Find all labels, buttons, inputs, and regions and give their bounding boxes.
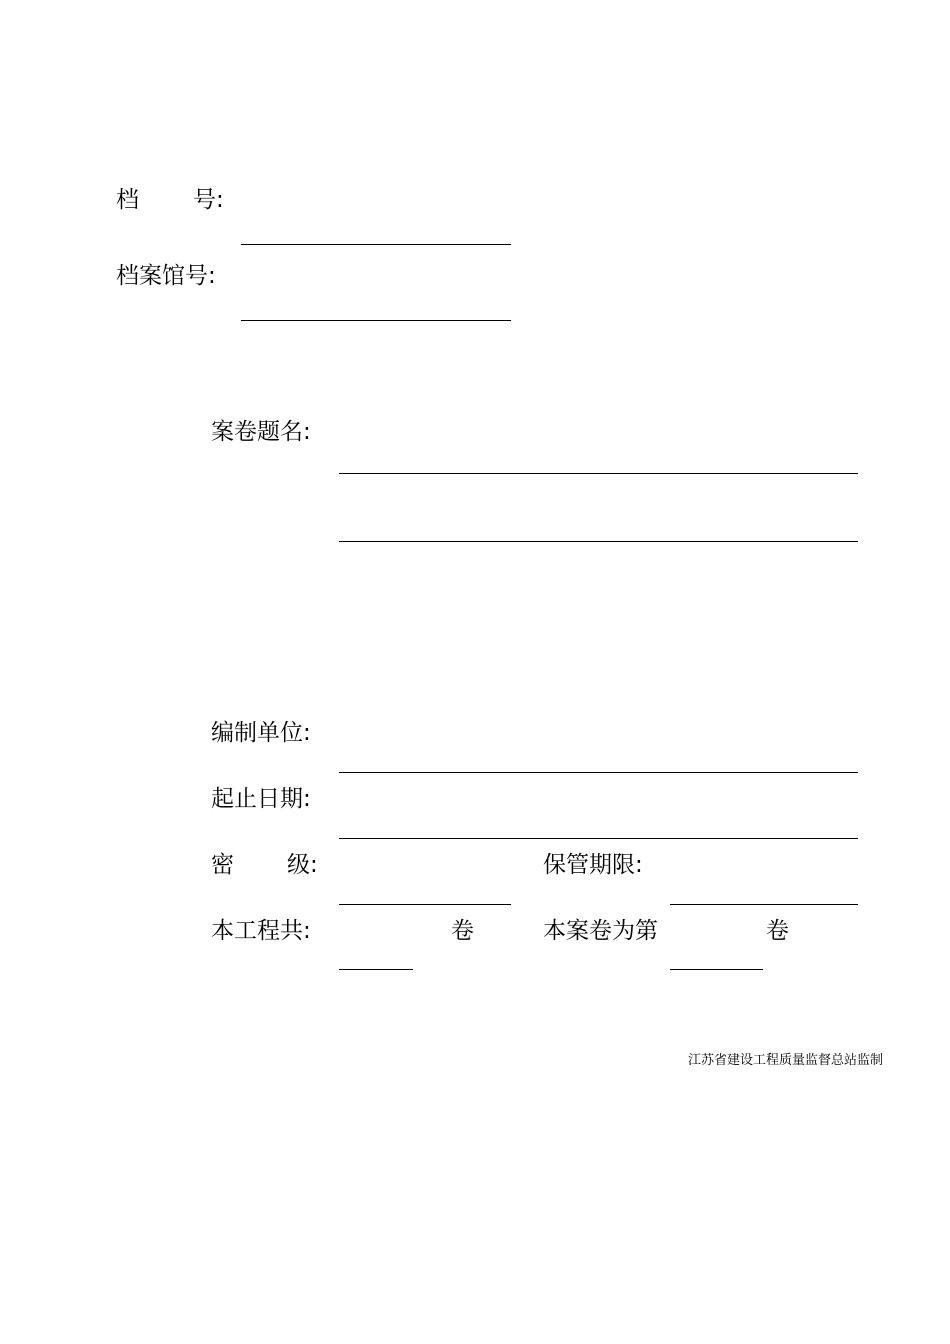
volume-title-underline-2	[339, 541, 858, 542]
archive-hall-no-field[interactable]	[242, 292, 512, 318]
secrecy-label-char2: 级:	[287, 852, 318, 878]
archive-no-field[interactable]	[242, 216, 512, 242]
secrecy-label-char1: 密	[211, 852, 234, 878]
date-range-field[interactable]	[341, 811, 858, 837]
archive-no-underline	[241, 244, 511, 245]
this-volume-label: 本案卷为第	[543, 918, 658, 944]
archive-no-label-char2: 号:	[193, 187, 224, 213]
date-range-underline	[339, 838, 858, 839]
total-volumes-unit: 卷	[451, 918, 474, 944]
secrecy-underline	[339, 904, 511, 905]
archive-hall-no-underline	[241, 320, 511, 321]
compiler-underline	[339, 772, 858, 773]
volume-title-label: 案卷题名:	[211, 419, 311, 445]
retention-underline	[670, 904, 858, 905]
this-volume-underline	[670, 969, 763, 970]
compiler-field[interactable]	[341, 745, 858, 771]
retention-field[interactable]	[672, 877, 858, 903]
secrecy-field[interactable]	[341, 877, 511, 903]
date-range-label: 起止日期:	[211, 786, 311, 812]
total-volumes-underline	[339, 969, 413, 970]
volume-title-field-1[interactable]	[341, 446, 858, 472]
compiler-label: 编制单位:	[211, 720, 311, 746]
archive-hall-no-label: 档案馆号:	[116, 263, 216, 289]
issuer-note: 江苏省建设工程质量监督总站监制	[688, 1053, 884, 1068]
this-volume-field[interactable]	[672, 943, 763, 969]
retention-label: 保管期限:	[543, 852, 643, 878]
total-volumes-field[interactable]	[341, 943, 413, 969]
total-volumes-label: 本工程共:	[211, 918, 311, 944]
this-volume-unit: 卷	[766, 918, 789, 944]
volume-title-field-2[interactable]	[341, 514, 858, 540]
volume-title-underline-1	[339, 473, 858, 474]
archive-no-label-char1: 档	[116, 187, 139, 213]
